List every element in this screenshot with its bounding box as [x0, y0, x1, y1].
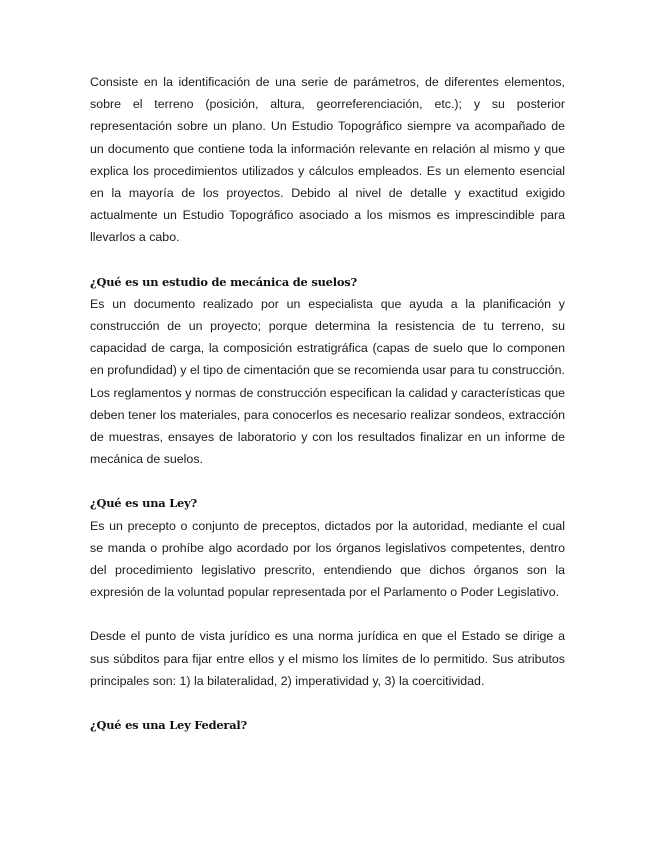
section-paragraph: Es un precepto o conjunto de preceptos, dictados por la autoridad, mediante el cual se manda o prohíbe algo acordado por los órganos legislativos competentes, dentro del procedimiento legislativo prescrito, entendiendo que dichos órganos son la expresión de la voluntad popular representada por el Parlamento o Poder Legislativo.	[90, 518, 565, 600]
section-spacer	[90, 692, 565, 714]
section-paragraph: Desde el punto de vista jurídico es una norma jurídica en que el Estado se dirige a sus súbditos para fijar entre ellos y el mismo los límites de lo permitido. Sus atributos principales son: 1) la bilateralidad, 2) imperatividad y, 3) la coercitividad.	[90, 629, 565, 688]
section-spacer	[90, 470, 565, 492]
section-law	[90, 492, 565, 692]
section-heading: ¿Qué es un estudio de mecánica de suelos?	[90, 274, 357, 289]
document-page	[90, 71, 565, 736]
section-soil-mechanics	[90, 271, 565, 471]
paragraph-spacer	[90, 603, 565, 625]
section-heading: ¿Qué es una Ley?	[90, 496, 197, 511]
intro-paragraph: Consiste en la identificación de una serie de parámetros, de diferentes elementos, sobre el terreno (posición, altura, georreferenciación, etc.); y su posterior representación sobre un plano. Un Estudio Topográfico siempre va acompañado de un documento que contiene toda la información relevante en relación al mismo y que explica los procedimientos utilizados y cálculos empleados. Es un elemento esencial en la mayoría de los proyectos. Debido al nivel de detalle y exactitud exigido actualmente un Estudio Topográfico asociado a los mismos es imprescindible para llevarlos a cabo.	[90, 75, 565, 245]
section-heading: ¿Qué es una Ley Federal?	[90, 718, 247, 733]
section-federal-law	[90, 714, 565, 736]
section-paragraph: Es un documento realizado por un especialista que ayuda a la planificación y construcción de un proyecto; porque determina la resistencia de tu terreno, su capacidad de carga, la composición estratigráfica (capas de suelo que lo componen en profundidad) y el tipo de cimentación que se recomienda usar para tu construcción. Los reglamentos y normas de construcción especifican la calidad y características que deben tener los materiales, para conocerlos es necesario realizar sondeos, extracción de muestras, ensayes de laboratorio y con los resultados finalizar en un informe de mecánica de suelos.	[90, 296, 565, 467]
section-spacer	[90, 249, 565, 271]
